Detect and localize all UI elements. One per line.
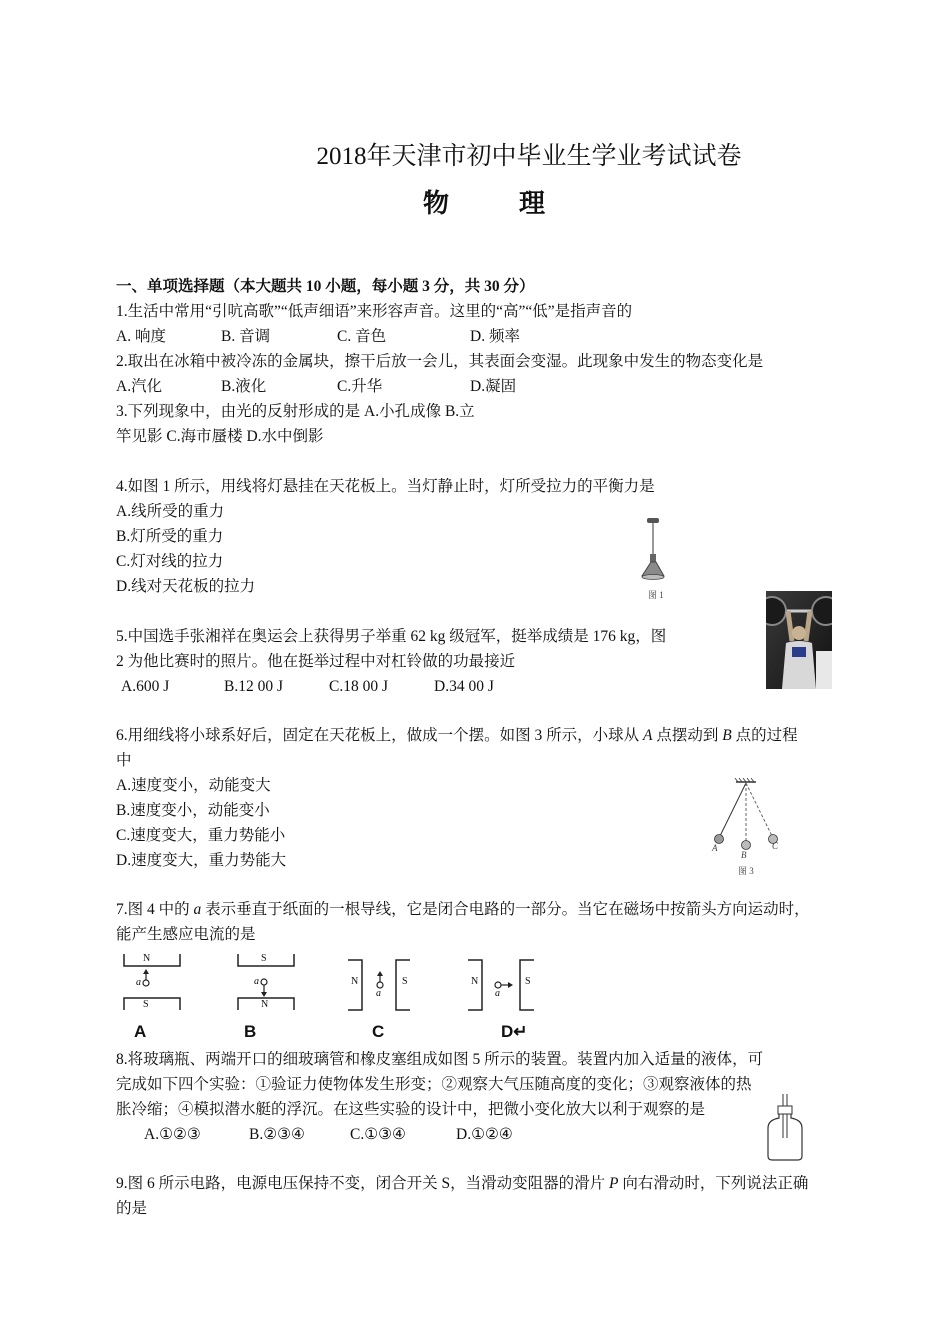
- figure-4c-label: C: [372, 1022, 385, 1041]
- figure-4c-left-pole: N: [351, 976, 359, 987]
- figure-4b-label: B: [244, 1022, 257, 1041]
- q2-option-a: A.汽化: [116, 378, 163, 395]
- subject-title: 物 理: [422, 189, 567, 218]
- figure-4b-wire-label: a: [254, 976, 259, 987]
- question-9-line1: 9.图 6 所示电路，电源电压保持不变，闭合开关 S，当滑动变阻器的滑片 P 向右滑动时，下列说法正确: [116, 1175, 809, 1192]
- figure-1-caption: 图 1: [648, 590, 664, 600]
- question-5-line2: 2 为他比赛时的照片。他在挺举过程中对杠铃做的功最接近: [116, 653, 516, 670]
- question-3-line2: 竿见影 C.海市蜃楼 D.水中倒影: [116, 428, 324, 445]
- figure-4a-magnet-diagram: [120, 952, 184, 1014]
- figure-4b-bottom-pole: N: [261, 999, 269, 1010]
- q8-option-c: C.①③④: [350, 1126, 406, 1143]
- q6-option-d: D.速度变大，重力势能大: [116, 852, 287, 869]
- figure-4d-right-pole: S: [525, 976, 531, 987]
- question-7-line2: 能产生感应电流的是: [116, 926, 256, 943]
- q2-option-c: C.升华: [337, 378, 383, 395]
- question-4-stem: 4.如图 1 所示，用线将灯悬挂在天花板上。当灯静止时，灯所受拉力的平衡力是: [116, 478, 655, 495]
- q1-option-b: B. 音调: [221, 328, 271, 345]
- q5-option-c: C.18 00 J: [329, 678, 388, 695]
- exam-title: 2018年天津市初中毕业生学业考试试卷: [316, 143, 742, 170]
- q8-option-b: B.②③④: [249, 1126, 305, 1143]
- figure-4d-left-pole: N: [471, 976, 479, 987]
- figure-4a-wire-label: a: [136, 977, 141, 988]
- q6-option-b: B.速度变小，动能变小: [116, 802, 270, 819]
- figure-4c-wire-label: a: [376, 988, 381, 999]
- q4-option-b: B.灯所受的重力: [116, 528, 224, 545]
- figure-4d-label: D↵: [501, 1022, 528, 1041]
- question-7-line1: 7.图 4 中的 a 表示垂直于纸面的一根导线，它是闭合电路的一部分。当它在磁场中按箭头方向运动时，: [116, 901, 810, 918]
- q4-option-a: A.线所受的重力: [116, 503, 225, 520]
- q5-option-d: D.34 00 J: [434, 678, 494, 695]
- figure-4a-bottom-pole: S: [143, 999, 149, 1010]
- figure-4c-right-pole: S: [402, 976, 408, 987]
- question-3-line1: 3.下列现象中，由光的反射形成的是 A.小孔成像 B.立: [116, 403, 475, 420]
- question-6-line1: 6.用细线将小球系好后，固定在天花板上，做成一个摆。如图 3 所示，小球从 A 点摆动到 B 点的过程: [116, 727, 798, 744]
- figure-4a-top-pole: N: [143, 953, 151, 964]
- figure-5-bottle-diagram: [762, 1092, 808, 1162]
- question-6-line2: 中: [116, 752, 132, 769]
- figure-3-label-b: B: [741, 850, 747, 860]
- q2-option-d: D.凝固: [470, 378, 517, 395]
- figure-3-label-a: A: [712, 843, 718, 853]
- q1-option-c: C. 音色: [337, 328, 387, 345]
- q6-option-a: A.速度变小，动能变大: [116, 777, 271, 794]
- q6-option-c: C.速度变大，重力势能小: [116, 827, 286, 844]
- question-8-line1: 8.将玻璃瓶、两端开口的细玻璃管和橡皮塞组成如图 5 所示的装置。装置内加入适量的液体，可: [116, 1051, 764, 1068]
- q5-option-b: B.12 00 J: [224, 678, 283, 695]
- question-9-line2: 的是: [116, 1200, 148, 1217]
- q4-option-c: C.灯对线的拉力: [116, 553, 224, 570]
- section-heading: 一、单项选择题（本大题共 10 小题，每小题 3 分，共 30 分）: [116, 278, 535, 295]
- figure-1-lamp-diagram: [634, 516, 674, 586]
- q4-option-d: D.线对天花板的拉力: [116, 578, 256, 595]
- figure-4d-wire-label: a: [495, 988, 500, 999]
- q8-option-d: D.①②④: [456, 1126, 513, 1143]
- question-2-stem: 2.取出在冰箱中被冷冻的金属块，擦干后放一会儿，其表面会变湿。此现象中发生的物态变化是: [116, 353, 764, 370]
- figure-3-label-c: C: [772, 841, 779, 851]
- question-8-line3: 胀冷缩；④模拟潜水艇的浮沉。在这些实验的设计中，把微小变化放大以利于观察的是: [116, 1101, 706, 1118]
- figure-2-weightlifter-photo: [766, 591, 832, 689]
- q2-option-b: B.液化: [221, 378, 267, 395]
- q5-option-a: A.600 J: [121, 678, 170, 695]
- question-8-line2: 完成如下四个实验：①验证力使物体发生形变；②观察大气压随高度的变化；③观察液体的热: [116, 1076, 752, 1093]
- figure-3-caption: 图 3: [738, 866, 754, 876]
- question-5-line1: 5.中国选手张湘祥在奥运会上获得男子举重 62 kg 级冠军，挺举成绩是 176 kg，图: [116, 628, 667, 645]
- question-1-stem: 1.生活中常用“引吭高歌”“低声细语”来形容声音。这里的“高”“低”是指声音的: [116, 303, 633, 320]
- figure-4a-label: A: [134, 1022, 147, 1041]
- figure-4b-top-pole: S: [261, 953, 267, 964]
- q8-option-a: A.①②③: [144, 1126, 201, 1143]
- q1-option-a: A. 响度: [116, 328, 166, 345]
- q1-option-d: D. 频率: [470, 328, 520, 345]
